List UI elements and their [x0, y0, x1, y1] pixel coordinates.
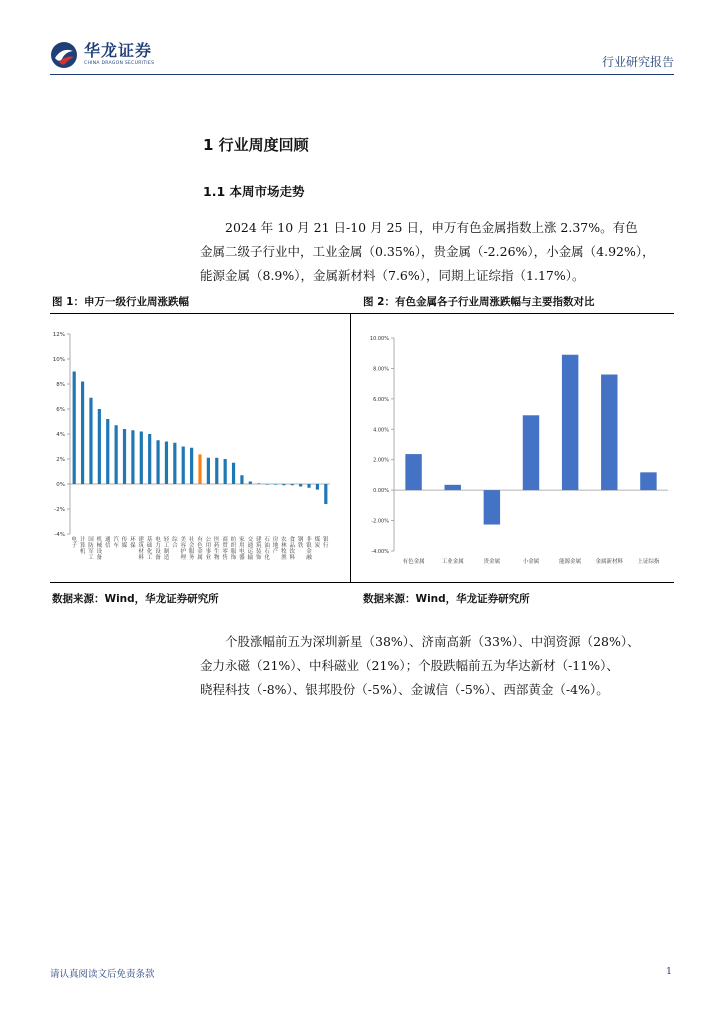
paragraph-line: 个股涨幅前五为深圳新星（38%）、济南高新（33%）、中润资源（28%）、	[225, 634, 640, 649]
x-tick-label: 汽车	[113, 537, 119, 549]
x-tick-label: 煤炭	[314, 537, 321, 549]
bar	[207, 458, 210, 484]
bar	[190, 448, 193, 484]
disclaimer-note: 请认真阅读文后免责条款	[50, 969, 155, 980]
bar	[148, 434, 151, 484]
x-tick-label: 电力设备	[155, 537, 161, 561]
paragraph-line: 能源金属（8.9%），金属新材料（7.6%），同期上证综指（1.17%）。	[200, 268, 585, 283]
bar	[484, 490, 500, 524]
y-tick-label: 6.00%	[373, 396, 389, 403]
bar	[405, 454, 421, 490]
bar	[198, 454, 201, 484]
x-tick-label: 农林牧渔	[281, 537, 287, 561]
bar	[98, 409, 101, 484]
bar	[249, 482, 252, 485]
bar	[140, 432, 143, 485]
x-tick-label: 工业金属	[441, 559, 464, 565]
x-tick-label: 非银金融	[306, 537, 312, 561]
y-tick-label: 12%	[52, 332, 65, 338]
figure-top-rule	[50, 313, 674, 314]
x-tick-label: 交通运输	[247, 537, 254, 561]
x-tick-label: 基础化工	[146, 537, 153, 561]
y-tick-label: 4%	[56, 432, 65, 438]
x-tick-label: 电子	[71, 537, 77, 549]
x-tick-label: 小金属	[522, 559, 540, 565]
y-tick-label: 6%	[56, 407, 65, 413]
y-tick-label: 0%	[56, 482, 65, 488]
subsection-heading: 1.1 本周市场走势	[203, 184, 305, 199]
x-tick-label: 有色金属	[197, 537, 203, 561]
x-tick-label: 商贸零售	[222, 537, 228, 561]
y-tick-label: -4%	[54, 532, 65, 538]
x-tick-label: 房地产	[272, 537, 279, 555]
bar	[240, 475, 243, 484]
y-tick-label: -2.00%	[371, 518, 389, 525]
bar	[182, 447, 185, 485]
bar	[640, 472, 656, 490]
x-tick-label: 综合	[172, 537, 178, 549]
x-tick-label: 上证综指	[637, 559, 660, 565]
y-tick-label: -2%	[54, 507, 65, 513]
section-heading: 1 行业周度回顾	[203, 136, 309, 154]
x-tick-label: 贵金属	[483, 559, 501, 565]
logo-name-en: CHINA DRAGON SECURITIES	[84, 61, 155, 67]
page-number: 1	[665, 966, 672, 977]
x-tick-label: 社会服务	[188, 537, 195, 561]
stock-movers-paragraph	[200, 630, 674, 702]
x-tick-label: 轻工制造	[163, 537, 170, 561]
bar	[173, 443, 176, 484]
paragraph-line: 2024 年 10 月 21 日-10 月 25 日，申万有色金属指数上涨 2.37%。有色	[225, 220, 638, 235]
x-tick-label: 传媒	[121, 537, 128, 549]
bar	[282, 484, 285, 485]
paragraph-line: 晓程科技（-8%）、银邦股份（-5%）、金诚信（-5%）、西部黄金（-4%）。	[200, 682, 609, 697]
bar	[73, 372, 76, 485]
x-tick-label: 钢铁	[297, 537, 304, 549]
x-tick-label: 金属新材料	[595, 559, 624, 565]
bar	[115, 425, 118, 484]
y-tick-label: 0.00%	[373, 488, 389, 495]
bar	[131, 430, 134, 484]
bar	[165, 442, 168, 485]
x-tick-label: 机械设备	[96, 537, 103, 561]
market-summary-paragraph	[200, 216, 674, 288]
y-tick-label: 10%	[52, 357, 65, 363]
x-tick-label: 医药生物	[214, 537, 220, 561]
bar	[215, 458, 218, 484]
figure-divider	[350, 314, 351, 582]
y-tick-label: 8%	[56, 382, 65, 388]
page-header	[50, 38, 674, 75]
paragraph-line: 金力永磁（21%）、中科磁业（21%）；个股跌幅前五为华达新材（-11%）、	[200, 658, 619, 673]
figure-2-title: 图 2：有色金属各子行业周涨跌幅与主要指数对比	[363, 296, 595, 308]
x-tick-label: 公用事业	[205, 537, 212, 561]
y-tick-label: 8.00%	[373, 366, 389, 373]
bar	[232, 463, 235, 484]
x-tick-label: 环保	[130, 537, 136, 549]
x-tick-label: 能源金属	[559, 559, 582, 565]
nonferrous-subsector-chart	[356, 318, 674, 580]
bar	[156, 440, 159, 484]
figure-bottom-rule	[50, 582, 674, 583]
x-tick-label: 国防军工	[88, 537, 94, 561]
bar	[316, 484, 319, 490]
bar	[89, 398, 92, 484]
bar	[274, 484, 277, 485]
bar	[307, 484, 310, 488]
bar	[444, 485, 460, 490]
x-tick-label: 建筑材料	[138, 537, 145, 561]
x-tick-label: 有色金属	[402, 559, 425, 565]
industry-weekly-change-chart	[50, 318, 345, 580]
bar	[601, 375, 617, 491]
bar	[291, 484, 294, 485]
x-tick-label: 通信	[104, 537, 111, 549]
x-tick-label: 计算机	[79, 537, 86, 555]
bar	[562, 355, 578, 490]
bar	[106, 419, 109, 484]
x-tick-label: 家用电器	[239, 537, 245, 561]
y-tick-label: 10.00%	[369, 336, 389, 342]
x-tick-label: 美容护理	[180, 537, 186, 561]
bar	[324, 484, 327, 504]
bar	[299, 484, 302, 487]
x-tick-label: 纺织服饰	[230, 537, 237, 561]
paragraph-line: 金属二级子行业中，工业金属（0.35%），贵金属（-2.26%），小金属（4.92%），	[200, 244, 655, 259]
figure-2-source: 数据来源：Wind，华龙证券研究所	[363, 593, 530, 605]
document-type-label: 行业研究报告	[601, 55, 674, 69]
bar	[523, 415, 539, 490]
bar	[266, 484, 269, 485]
bar	[123, 429, 126, 484]
bar	[224, 459, 227, 484]
y-tick-label: 2.00%	[373, 457, 389, 464]
x-tick-label: 银行	[323, 537, 329, 549]
x-tick-label: 建筑装饰	[255, 537, 262, 561]
logo-name-cn: 华龙证券	[84, 41, 153, 61]
figure-1-source: 数据来源：Wind，华龙证券研究所	[52, 593, 219, 605]
bar	[257, 483, 260, 484]
bar	[81, 382, 84, 485]
figure-1-title: 图 1：申万一级行业周涨跌幅	[52, 296, 189, 308]
x-tick-label: 石油石化	[264, 537, 270, 561]
y-tick-label: 2%	[56, 457, 65, 463]
x-tick-label: 食品饮料	[289, 537, 296, 561]
y-tick-label: 4.00%	[373, 427, 389, 434]
company-logo	[50, 38, 154, 72]
y-tick-label: -4.00%	[371, 549, 389, 555]
dragon-logo-icon	[50, 41, 78, 69]
